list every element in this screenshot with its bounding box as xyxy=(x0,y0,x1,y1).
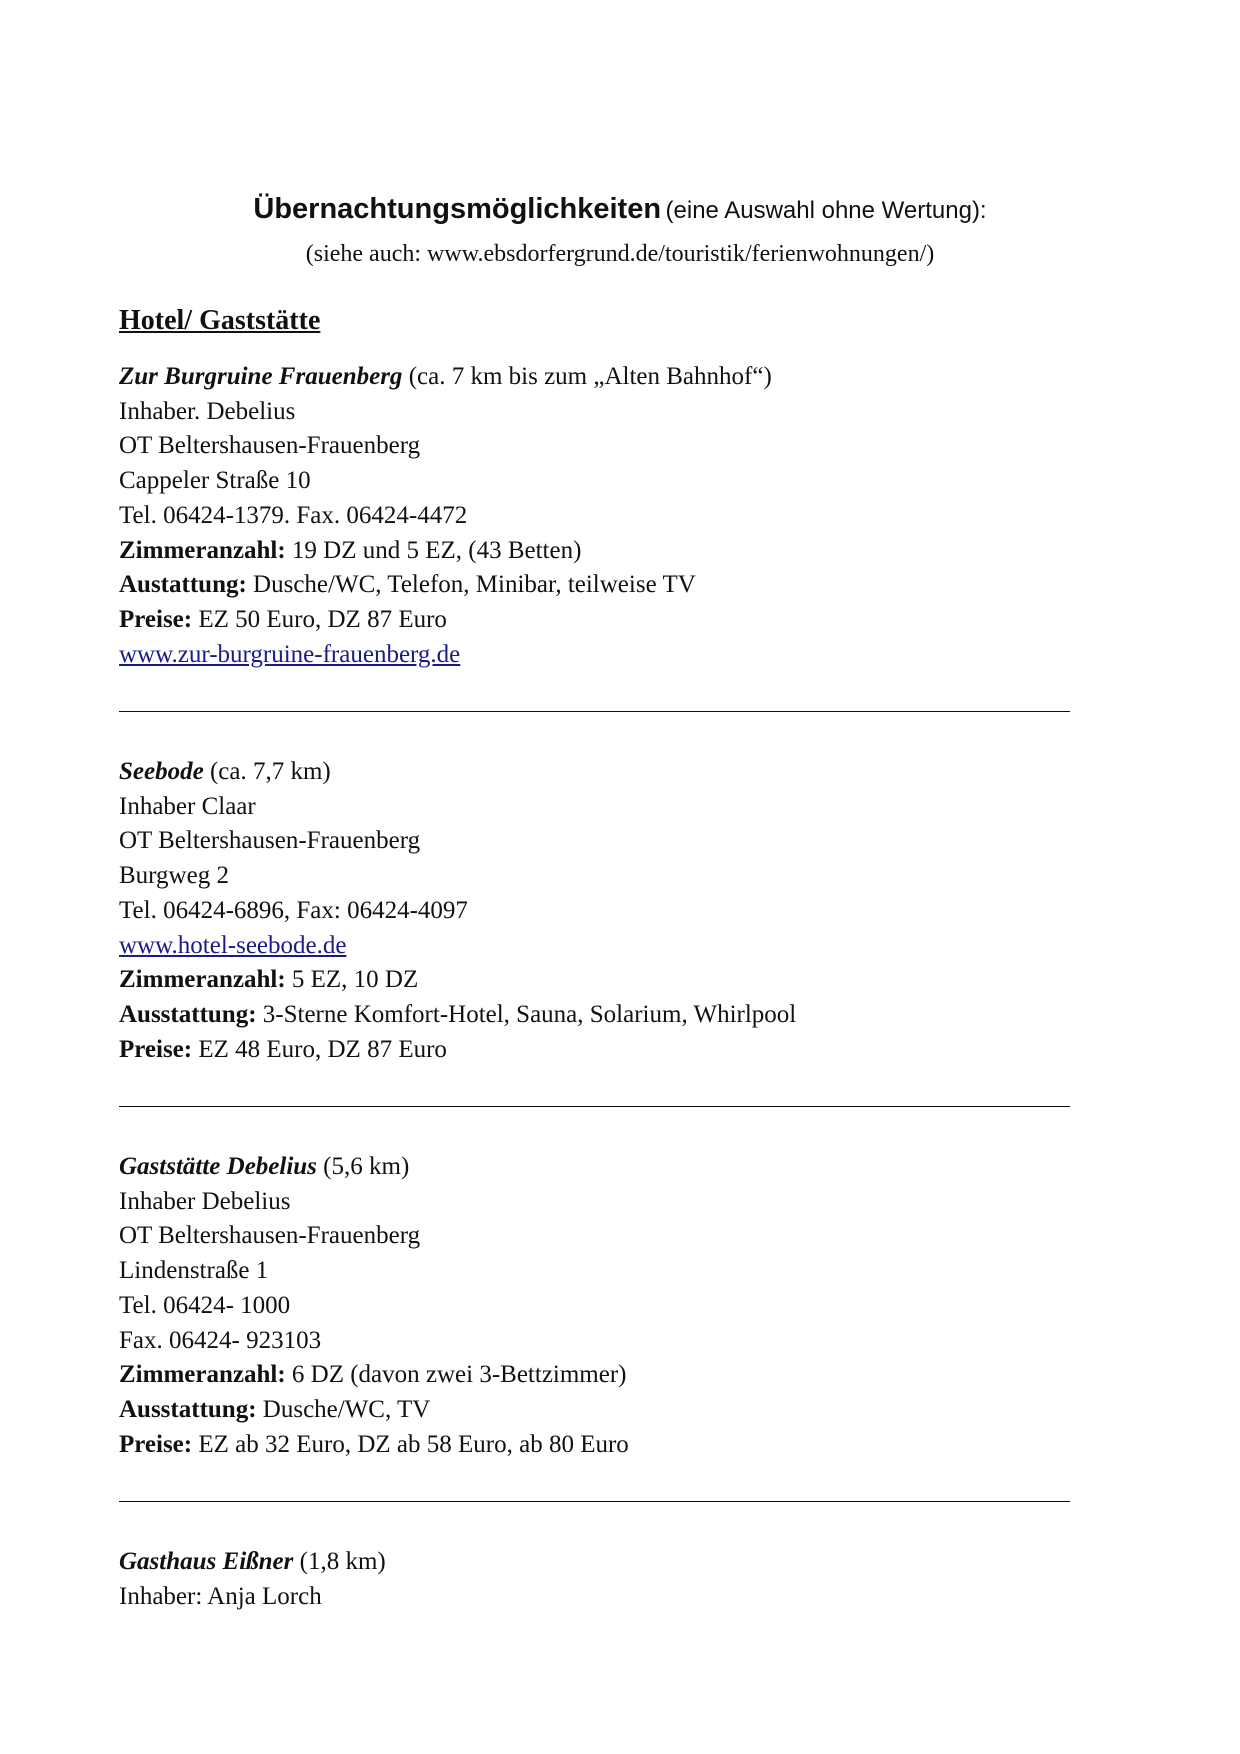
rooms-label: Zimmeranzahl: xyxy=(119,966,286,994)
entry-distance: (ca. 7 km bis zum „Alten Bahnhof“) xyxy=(402,363,772,390)
hotel-entry-debelius xyxy=(119,1150,629,1462)
rooms-value: 19 DZ und 5 EZ, (43 Betten) xyxy=(285,536,582,564)
equipment-label: Austattung: xyxy=(119,571,247,599)
entry-equipment xyxy=(119,568,772,603)
website-link[interactable]: www.zur-burgruine-frauenberg.de xyxy=(119,640,461,668)
entry-phone: Tel. 06424-1379. Fax. 06424-4472 xyxy=(119,501,468,529)
rooms-value: 6 DZ (davon zwei 3-Bettzimmer) xyxy=(285,1361,627,1389)
hotel-entry-seebode xyxy=(119,755,796,1067)
entry-owner: Inhaber. Debelius xyxy=(119,397,296,425)
entry-street: Burgweg 2 xyxy=(119,862,229,890)
prices-value: EZ 48 Euro, DZ 87 Euro xyxy=(192,1035,447,1063)
entry-district: OT Beltershausen-Frauenberg xyxy=(119,827,421,855)
entry-rooms xyxy=(119,1358,629,1393)
entry-equipment xyxy=(119,998,796,1033)
equipment-label: Ausstattung: xyxy=(119,1395,257,1423)
rooms-label: Zimmeranzahl: xyxy=(119,1361,286,1389)
entry-prices xyxy=(119,603,772,638)
website-link[interactable]: www.hotel-seebode.de xyxy=(119,931,347,959)
equipment-value: 3-Sterne Komfort-Hotel, Sauna, Solarium, Whirlpool xyxy=(256,1000,797,1028)
entry-distance: (1,8 km) xyxy=(293,1548,386,1575)
title-main: Übernachtungsmöglichkeiten xyxy=(253,193,662,225)
entry-equipment xyxy=(119,1393,629,1428)
title-note: (eine Auswahl ohne Wertung): xyxy=(665,197,987,224)
entry-street: Lindenstraße 1 xyxy=(119,1257,269,1285)
entry-owner: Inhaber Claar xyxy=(119,792,256,820)
prices-label: Preise: xyxy=(119,1430,193,1458)
equipment-value: Dusche/WC, TV xyxy=(256,1395,431,1423)
page-title xyxy=(0,193,1240,226)
rooms-value: 5 EZ, 10 DZ xyxy=(285,966,419,994)
separator-line: —————————————————————————————————————————————————— xyxy=(119,700,1069,720)
entry-rooms xyxy=(119,534,772,569)
entry-header xyxy=(119,1545,386,1580)
prices-value: EZ ab 32 Euro, DZ ab 58 Euro, ab 80 Euro xyxy=(192,1430,629,1458)
entry-header xyxy=(119,1150,629,1185)
entry-header xyxy=(119,360,772,395)
section-heading: Hotel/ Gaststätte xyxy=(119,305,321,336)
entry-phone: Tel. 06424-6896, Fax: 06424-4097 xyxy=(119,896,468,924)
entry-name: Gaststätte Debelius xyxy=(119,1153,317,1180)
prices-label: Preise: xyxy=(119,605,193,633)
hotel-entry-burgruine xyxy=(119,360,772,672)
rooms-label: Zimmeranzahl: xyxy=(119,536,286,564)
entry-prices xyxy=(119,1033,796,1068)
entry-distance: (5,6 km) xyxy=(316,1153,410,1180)
entry-owner: Inhaber: Anja Lorch xyxy=(119,1582,322,1610)
entry-rooms xyxy=(119,963,796,998)
entry-prices xyxy=(119,1428,629,1463)
prices-value: EZ 50 Euro, DZ 87 Euro xyxy=(192,605,447,633)
entry-name: Zur Burgruine Frauenberg xyxy=(119,363,403,390)
entry-phone: Tel. 06424- 1000 xyxy=(119,1291,291,1319)
entry-name: Gasthaus Eißner xyxy=(119,1548,294,1575)
equipment-value: Dusche/WC, Telefon, Minibar, teilweise TV xyxy=(246,571,696,599)
separator-line: —————————————————————————————————————————————————— xyxy=(119,1490,1069,1510)
entry-district: OT Beltershausen-Frauenberg xyxy=(119,432,421,460)
entry-owner: Inhaber Debelius xyxy=(119,1187,291,1215)
entry-name: Seebode xyxy=(119,758,204,785)
prices-label: Preise: xyxy=(119,1035,193,1063)
entry-fax: Fax. 06424- 923103 xyxy=(119,1326,322,1354)
equipment-label: Ausstattung: xyxy=(119,1000,257,1028)
entry-district: OT Beltershausen-Frauenberg xyxy=(119,1222,421,1250)
entry-distance: (ca. 7,7 km) xyxy=(203,758,331,785)
entry-header xyxy=(119,755,796,790)
hotel-entry-eissner xyxy=(119,1545,386,1614)
see-also-note: (siehe auch: www.ebsdorfergrund.de/touristik/ferienwohnungen/) xyxy=(305,241,935,267)
entry-street: Cappeler Straße 10 xyxy=(119,467,311,495)
separator-line: —————————————————————————————————————————————————— xyxy=(119,1095,1069,1115)
